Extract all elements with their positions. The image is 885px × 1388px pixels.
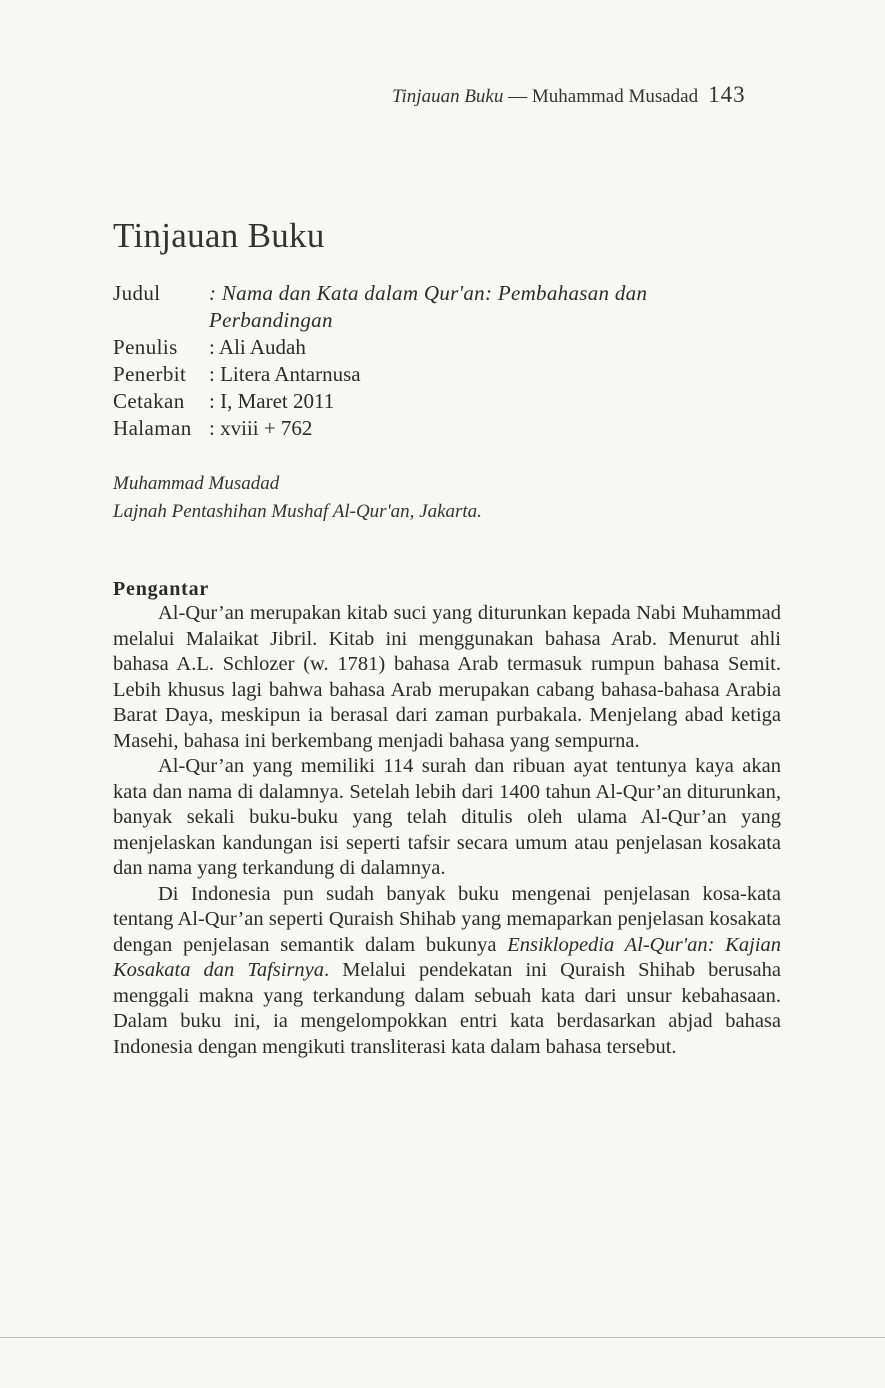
reviewer-info <box>113 470 773 526</box>
paragraph <box>113 882 781 1061</box>
running-header-title: Tinjauan Buku <box>392 86 504 107</box>
running-header-author: Muhammad Musadad <box>531 86 699 107</box>
book-metadata <box>113 280 773 442</box>
body-text <box>113 601 781 1060</box>
cited-book-title: Ensiklopedia Al-Qur'an: Kajian Kosakata dan Tafsirnya <box>113 933 781 981</box>
meta-value: : I, Maret 2011 <box>209 389 335 413</box>
reviewer-affiliation: Lajnah Pentashihan Mushaf Al-Qur'an, Jakarta. <box>113 501 482 522</box>
meta-row-cetakan <box>113 388 773 415</box>
running-header-separator: — <box>503 86 532 107</box>
running-header <box>392 82 782 108</box>
reviewer-name: Muhammad Musadad <box>113 473 280 494</box>
meta-value-title: : Nama dan Kata dalam Qur'an: Pembahasan dan Perbandingan <box>209 281 648 332</box>
section-heading: Pengantar <box>113 578 210 600</box>
meta-value: : Ali Audah <box>209 335 306 359</box>
paragraph-text: . Melalui pendekatan ini Quraish Shihab berusaha menggali makna yang terkandung dalam sebuah kata dari unsur kebahasaan. Dalam buku ini, ia mengelompokkan entri kata berdasarkan abjad bahasa Indonesia dengan mengikuti transliterasi kata dalam bahasa tersebut. <box>113 959 781 1058</box>
meta-row-judul <box>113 280 773 334</box>
meta-row-halaman <box>113 415 773 442</box>
page-number: 143 <box>708 82 746 107</box>
paragraph: Al-Qur’an merupakan kitab suci yang diturunkan kepada Nabi Muhammad melalui Malaikat Jibril. Kitab ini menggunakan bahasa Arab. Menurut ahli bahasa A.L. Schlozer (w. 1781) bahasa Arab termasuk rumpun bahasa Semit. Lebih khusus lagi bahwa bahasa Arab merupakan cabang bahasa-bahasa Arabia Barat Daya, meskipun ia berasal dari zaman purbakala. Menjelang abad ketiga Masehi, bahasa ini berkembang menjadi bahasa yang sempurna. <box>113 602 781 752</box>
meta-value: : Litera Antarnusa <box>209 362 361 386</box>
meta-label: Cetakan <box>113 389 185 413</box>
meta-label: Judul <box>113 281 161 305</box>
meta-row-penulis <box>113 334 773 361</box>
paragraph: Al-Qur’an yang memiliki 114 surah dan ribuan ayat tentunya kaya akan kata dan nama di dalamnya. Setelah lebih dari 1400 tahun Al-Qur’an diturunkan, banyak sekali buku-buku yang telah ditulis oleh ulama Al-Qur’an yang menjelaskan kandungan isi seperti tafsir secara umum atau penjelasan kosakata dan nama yang terkandung di dalamnya. <box>113 755 781 879</box>
page-bottom-rule <box>0 1337 885 1338</box>
meta-row-penerbit <box>113 361 773 388</box>
page-title: Tinjauan Buku <box>113 216 325 255</box>
meta-label: Halaman <box>113 416 192 440</box>
meta-label: Penulis <box>113 335 178 359</box>
paragraph-text: Di Indonesia pun sudah banyak buku mengenai penjelasan kosa-kata tentang Al-Qur’an seperti Quraish Shihab yang memaparkan penjelasan kosakata dengan penjelasan semantik dalam bukunya <box>113 882 781 956</box>
meta-label: Penerbit <box>113 362 187 386</box>
meta-value: : xviii + 762 <box>209 416 313 440</box>
